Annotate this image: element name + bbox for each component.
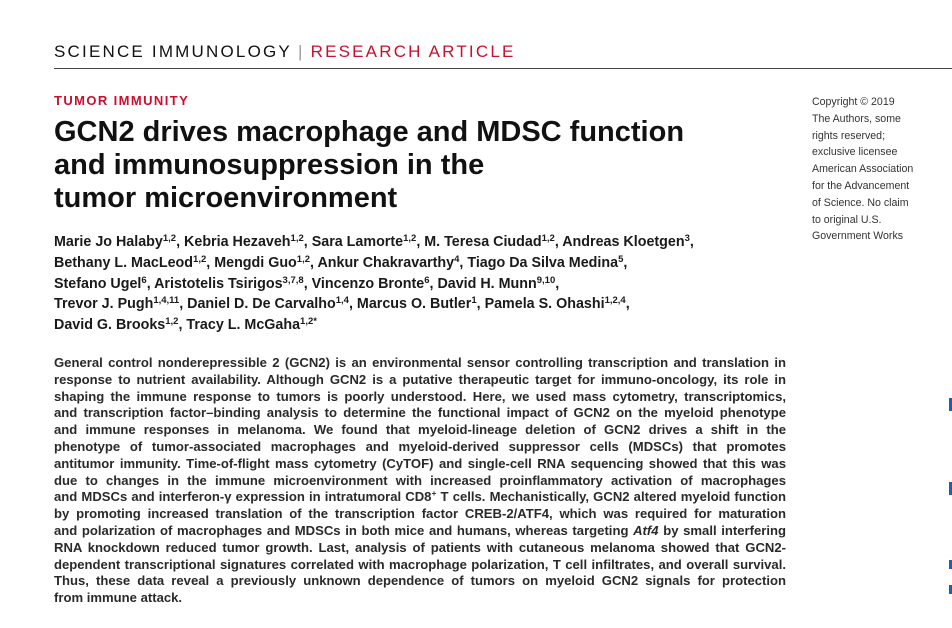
author-affiliation: 3,7,8 [282, 274, 304, 286]
author-affiliation: 1,2 [162, 233, 177, 244]
copyright-line: for the Advancement [812, 179, 910, 192]
section-label: TUMOR IMMUNITY [54, 93, 190, 108]
author-name: M. Teresa Ciudad [424, 234, 542, 250]
author-affiliation: 5 [618, 253, 624, 265]
author-name: David H. Munn [437, 275, 537, 292]
abstract-line: Thus, these data reveal a previously unknown dependence of tumors on myeloid GCN2 signals for protection [54, 573, 786, 589]
author-name: Stefano Ugel [54, 275, 142, 292]
copyright-line: The Authors, some [812, 112, 901, 125]
abstract-line: from immune attack. [54, 590, 183, 606]
author-affiliation: 1,2 [290, 233, 304, 244]
author-line: David G. Brooks$^{1,2}$, Tracy L. McGaha$^{1,2*}$ [54, 316, 317, 334]
author-affiliation: 1,2 [193, 253, 207, 265]
abstract-line: due to changes in the immune microenvironment with increased proinflammatory activation of macrophages [54, 472, 786, 488]
abstract-line: shaping the immune response to tumors is poorly understood. Here, we used mass cytometry, transcriptomics, [54, 388, 786, 404]
abstract-line: General control nonderepressible 2 (GCN2) is an environmental sensor controlling transcription and translation in [54, 355, 786, 370]
author-name: Kebria Hezaveh [184, 234, 291, 250]
author-name: Ankur Chakravarthy [317, 254, 455, 271]
author-affiliation: 6 [141, 274, 147, 286]
article-title [54, 116, 754, 215]
author-affiliation: 1,2 [541, 233, 555, 244]
abstract-text: by small interfering [658, 522, 786, 538]
copyright-line: Copyright © 2019 [812, 96, 895, 108]
title-line: GCN2 drives macrophage and MDSC function [54, 116, 685, 148]
author-name: Aristotelis Tsirigos [154, 275, 283, 292]
abstract-line: dependent transcriptional signatures correlated with macrophage polarization, T cell infiltrates, and overall survival. [54, 556, 786, 572]
author-affiliation: 1 [471, 295, 477, 307]
author-name: Marie Jo Halaby [54, 234, 163, 250]
author-name: Sara Lamorte [311, 234, 404, 250]
author-name: Bethany L. MacLeod [54, 254, 194, 271]
copyright-notice [812, 94, 947, 245]
abstract-text: and MDSCs and interferon-γ expression in intratumoral CD8 [54, 489, 432, 505]
abstract-line: and immune responses in melanoma. We found that myeloid-lineage deletion of GCN2 drives a shift in the [54, 422, 786, 438]
author-affiliation: 3 [684, 233, 690, 244]
header-rule [54, 68, 952, 69]
abstract-line: and transcription factor–binding analysis to determine the functional impact of GCN2 on the myeloid phenotype [54, 405, 786, 421]
author-affiliation: 6 [424, 274, 430, 286]
author-line: Stefano Ugel$^6$, Aristotelis Tsirigos$^{3,7,8}$, Vincenzo Bronte$^6$, David H. Munn$^{9,10}$, [54, 274, 560, 292]
author-affiliation: 1,2,4 [604, 295, 626, 307]
author-line: Bethany L. MacLeod$^{1,2}$, Mengdi Guo$^{1,2}$, Ankur Chakravarthy$^4$, Tiago Da Silva Medina$^5$, [54, 253, 628, 271]
author-list [54, 232, 794, 336]
author-name: Pamela S. Ohashi [484, 296, 605, 313]
author-name: Trevor J. Pugh [54, 296, 154, 313]
author-affiliation: 4 [454, 253, 460, 265]
author-name: Tracy L. McGaha [186, 317, 301, 334]
copyright-line: American Association [812, 163, 914, 176]
abstract-line: phenotype of tumor-associated macrophages and myeloid-derived suppressor cells (MDSCs) that promotes [54, 438, 786, 454]
author-name: Tiago Da Silva Medina [467, 254, 619, 271]
title-line: and immunosuppression in the [54, 149, 485, 181]
author-name: Marcus O. Butler [356, 296, 472, 313]
gene-name: Atf4 [633, 522, 659, 538]
abstract-line: RNA knockdown reduced tumor growth. Last, analysis of patients with cutaneous melanoma showed that GCN2- [54, 539, 786, 555]
abstract-line: response to nutrient availability. Although GCN2 is a putative therapeutic target for immuno-oncology, its role in [54, 371, 786, 387]
author-line: Trevor J. Pugh$^{1,4,11}$, Daniel D. De Carvalho$^{1,4}$, Marcus O. Butler$^1$, Pamela S. Ohashi$^{1,2,4}$, [54, 295, 630, 313]
author-line: Marie Jo Halaby$^{1,2}$, Kebria Hezaveh$^{1,2}$, Sara Lamorte$^{1,2}$, M. Teresa Ciudad$^{1,2}$, Andreas Kloetgen$^3$, [54, 233, 694, 250]
author-name: Daniel D. De Carvalho [187, 296, 336, 313]
author-affiliation: 1,4 [335, 295, 349, 307]
copyright-line: to original U.S. [812, 213, 882, 226]
abstract-line [54, 489, 786, 506]
author-affiliation: 1,2 [296, 253, 311, 265]
article-type: RESEARCH ARTICLE [310, 42, 516, 61]
abstract-line [54, 523, 786, 540]
author-name: Andreas Kloetgen [562, 234, 685, 250]
abstract-text: T cells. Mechanistically, GCN2 altered myeloid function [436, 489, 787, 505]
abstract-line: antitumor immunity. Time-of-flight mass cytometry (CyTOF) and single-cell RNA sequencing showed that this was [54, 455, 786, 471]
author-affiliation: 1,4,11 [153, 295, 180, 307]
author-affiliation: 1,2 [165, 316, 179, 328]
author-name: David G. Brooks [54, 317, 166, 334]
header-separator: | [297, 42, 305, 61]
abstract-text: and polarization of macrophages and MDSCs in both mice and humans, whereas targeting [54, 522, 634, 538]
author-name: Vincenzo Bronte [311, 275, 425, 292]
abstract [54, 355, 786, 607]
copyright-line: of Science. No claim [812, 196, 909, 209]
copyright-line: exclusive licensee [812, 146, 898, 159]
author-affiliation: 1,2* [300, 316, 317, 328]
title-line: tumor microenvironment [54, 182, 398, 214]
author-name: Mengdi Guo [214, 254, 297, 271]
author-affiliation: 1,2 [403, 233, 417, 244]
copyright-line: rights reserved; [812, 129, 886, 142]
journal-header [54, 42, 516, 62]
copyright-line: Government Works [812, 230, 904, 243]
author-affiliation: 9,10 [536, 274, 556, 286]
journal-name: SCIENCE IMMUNOLOGY [54, 42, 292, 61]
cd8-superscript: + [431, 488, 437, 499]
abstract-line: by promoting increased translation of the transcription factor CREB-2/ATF4, which was required for maturation [54, 506, 786, 522]
